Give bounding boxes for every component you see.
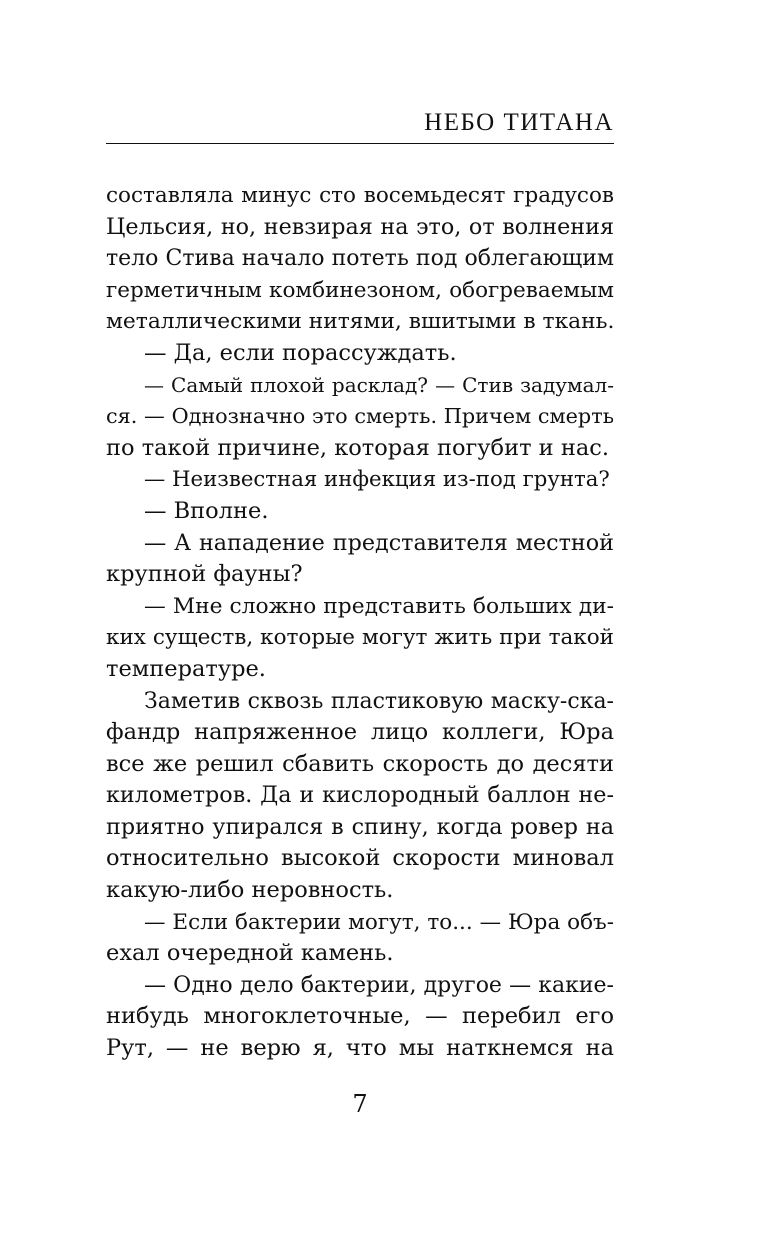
text-line: приятно упирался в спину, когда ровер на bbox=[106, 813, 614, 840]
text-line: — А нападение представителя местной bbox=[144, 529, 614, 556]
text-line: — Да, если порассуждать. bbox=[144, 339, 457, 366]
text-line: Рут, — не верю я, что мы наткнемся на bbox=[106, 1035, 614, 1062]
text-line: крупной фауны? bbox=[106, 561, 303, 588]
text-line: тело Стива начало потеть под облегающим bbox=[106, 246, 614, 272]
text-line: километров. Да и кислородный баллон не- bbox=[106, 782, 614, 809]
text-line: — Одно дело бактерии, другое — какие- bbox=[144, 972, 614, 998]
text-line: нибудь многоклеточные, — перебил его bbox=[106, 1003, 614, 1030]
text-line: по такой причине, которая погубит и нас. bbox=[106, 434, 609, 461]
text-line: — Мне сложно представить больших ди- bbox=[144, 593, 614, 619]
text-line: металлическими нитями, вшитыми в ткань. bbox=[106, 309, 614, 335]
text-line: какую-либо неровность. bbox=[106, 877, 394, 904]
text-line: составляла минус сто восемьдесят градусов bbox=[106, 183, 614, 208]
text-line: относительно высокой скорости миновал bbox=[106, 845, 614, 872]
text-line: ехал очередной камень. bbox=[106, 940, 394, 967]
text-line: — Неизвестная инфекция из-под грунта? bbox=[144, 467, 610, 493]
text-line: герметичным комбинезоном, обогреваемым bbox=[106, 277, 614, 303]
body-text bbox=[106, 180, 614, 1065]
text-line: ких существ, которые могут жить при такой bbox=[106, 625, 614, 651]
text-line: температуре. bbox=[106, 655, 266, 682]
page-number: 7 bbox=[352, 1090, 368, 1118]
text-line: Цельсия, но, невзирая на это, от волнения bbox=[106, 213, 614, 240]
text-line: — Вполне. bbox=[144, 497, 269, 524]
text-line: — Если бактерии могут, то... — Юра объ- bbox=[144, 909, 614, 935]
text-line: ся. — Однозначно это смерть. Причем смерть bbox=[106, 404, 614, 429]
running-head-title: НЕБО ТИТАНА bbox=[424, 109, 614, 136]
text-line: все же решил сбавить скорость до десяти bbox=[106, 750, 614, 777]
text-line: Заметив сквозь пластиковую маску-ска- bbox=[144, 688, 614, 714]
header-rule bbox=[106, 143, 614, 144]
text-line: — Самый плохой расклад? — Стив задумал- bbox=[144, 372, 614, 397]
text-line: фандр напряженное лицо коллеги, Юра bbox=[106, 719, 614, 746]
